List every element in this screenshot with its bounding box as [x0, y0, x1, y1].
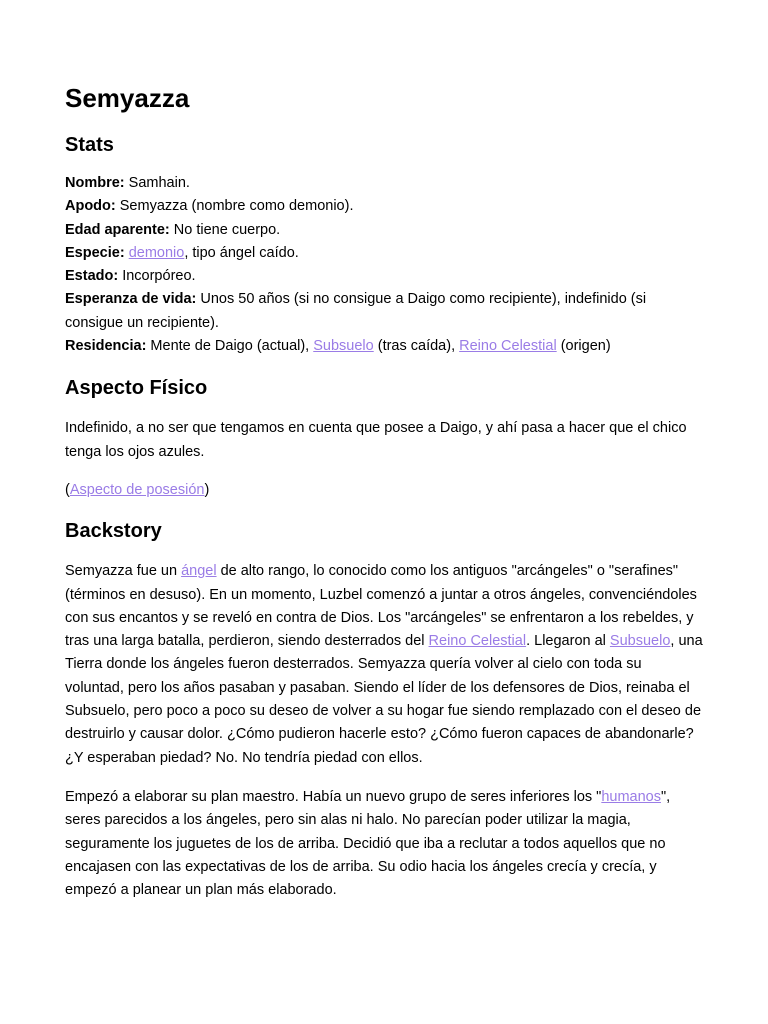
text-run: ", seres parecidos a los ángeles, pero sin alas ni halo. No parecían poder utilizar la magia, seguramente los juguetes de los de arriba. Decidió que iba a reclutar a todos aquellos que no encajasen con las expectativas de los de arriba. Su odio hacia los ángeles crecía y crecía, y empezó a planear un plan más elaborado. — [65, 788, 671, 899]
stat-apodo — [65, 195, 704, 218]
text-run: Semyazza fue un — [65, 563, 182, 580]
stat-label: Edad aparente: — [65, 221, 170, 238]
link-subsuelo[interactable]: Subsuelo — [609, 633, 671, 650]
text-run: de alto rango, lo conocido como los antiguos "arcángeles" o "serafines" (términos en desuso). En un momento, Luzbel comenzó a juntar a otros ángeles, convenciéndoles con sus encantos y se reveló en contra de Dios. Los "arcángeles" se enfrentaron a los rebeldes, y tras una larga batalla, perdieron, siendo desterrados del — [65, 563, 697, 650]
stat-label: Apodo: — [65, 198, 116, 215]
stat-label: Especie: — [65, 244, 125, 261]
stats-list — [65, 172, 704, 358]
link-reino-celestial[interactable]: Reino Celestial — [459, 338, 557, 355]
link-humanos[interactable]: humanos — [601, 788, 661, 805]
stat-value: No tiene cuerpo. — [169, 221, 281, 238]
aspecto-link-paragraph — [65, 479, 704, 502]
stat-value: Mente de Daigo (actual), — [146, 338, 314, 355]
aspecto-paragraph: Indefinido, a no ser que tengamos en cuenta que posee a Daigo, y ahí pasa a hacer que el chico tenga los ojos azules. — [65, 420, 687, 460]
stat-nombre — [65, 172, 704, 195]
text-run: Empezó a elaborar su plan maestro. Había un nuevo grupo de seres inferiores los " — [65, 788, 602, 805]
link-demonio[interactable]: demonio — [128, 244, 185, 261]
page-title: Semyazza — [65, 83, 190, 113]
stat-value: Samhain. — [124, 175, 190, 191]
backstory-heading: Backstory — [65, 520, 162, 543]
link-aspecto-posesion[interactable]: Aspecto de posesión — [69, 481, 205, 498]
stat-value: Semyazza (nombre como demonio). — [115, 198, 354, 215]
stat-label: Esperanza de vida: — [65, 291, 197, 308]
text-run: . Llegaron al — [526, 633, 610, 650]
stat-label: Estado: — [65, 268, 119, 285]
stat-value: (tras caída), — [373, 338, 460, 355]
paren-close: ) — [204, 481, 210, 498]
stats-heading: Stats — [65, 134, 114, 156]
stat-value: , tipo ángel caído. — [184, 244, 299, 261]
link-angel[interactable]: ángel — [181, 563, 217, 580]
stat-value: Unos 50 años (si no consigue a Daigo como recipiente), indefinido (si consigue un recipiente). — [65, 291, 647, 331]
stat-edad — [65, 219, 704, 242]
stat-label: Residencia: — [65, 338, 147, 355]
backstory-paragraph-1 — [65, 560, 704, 770]
link-reino-celestial[interactable]: Reino Celestial — [428, 633, 527, 650]
stat-residencia — [65, 335, 704, 358]
stat-label: Nombre: — [65, 175, 125, 191]
link-subsuelo[interactable]: Subsuelo — [313, 338, 374, 355]
paren-open: ( — [65, 481, 70, 498]
stat-value: Incorpóreo. — [118, 268, 196, 285]
stat-value: (origen) — [556, 338, 611, 355]
stat-especie — [65, 242, 704, 265]
aspecto-heading: Aspecto Físico — [65, 377, 208, 400]
text-run: , una Tierra donde los ángeles fueron desterrados. Semyazza quería volver al cielo con toda su voluntad, pero los años pasaban y pasaban. Siendo el líder de los defensores de Dios, reinaba el Subsuelo, pero poco a poco su deseo de volver a su hogar fue siendo remplazado con el deseo de destruirlo y causar dolor. ¿Cómo pudieron hacerle esto? ¿Cómo fueron capaces de abandonarle? ¿Y esperaban piedad? No. No tendría piedad con ellos. — [65, 633, 703, 766]
backstory-paragraph-2 — [65, 786, 704, 902]
stat-estado — [65, 265, 704, 288]
stat-esperanza — [65, 288, 704, 335]
